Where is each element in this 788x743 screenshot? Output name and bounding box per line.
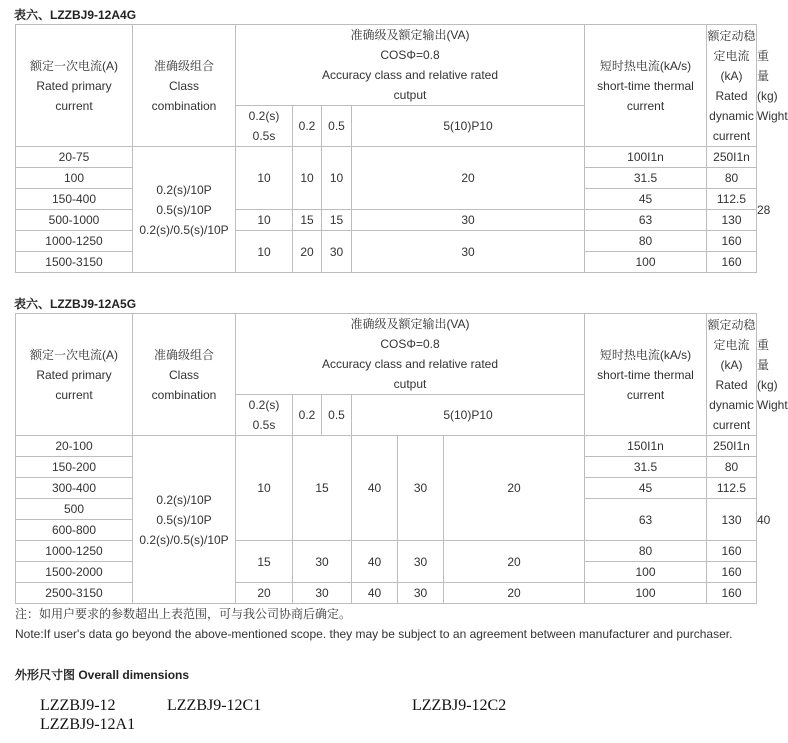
subheader-5p10: 5(10)P10 <box>352 395 585 436</box>
subheader-02: 0.2 <box>293 395 322 436</box>
header-primary-current: 额定一次电流(A) Rated primary current <box>16 314 133 436</box>
model-label: LZZBJ9-12C1 <box>167 697 262 714</box>
cell-current: 1000-1250 <box>16 541 133 562</box>
header-dynamic-current: 额定动稳定电流(kA) Rated dynamic current <box>707 25 757 147</box>
cell-current: 300-400 <box>16 478 133 499</box>
subheader-05: 0.5 <box>322 395 352 436</box>
cell-va: 10 <box>236 147 293 210</box>
cell-current: 600-800 <box>16 520 133 541</box>
header-class-combination: 准确级组合 Class combination <box>133 25 236 147</box>
cell-thermal: 31.5 <box>585 457 707 478</box>
model-label: LZZBJ9-12C2 <box>412 697 507 714</box>
cell-dynamic: 112.5 <box>707 189 757 210</box>
header-accuracy-output: 准确级及额定输出(VA) COSΦ=0.8 Accuracy class and relative rated cutput <box>236 25 585 106</box>
cell-dynamic: 250I1n <box>707 147 757 168</box>
cell-va: 20 <box>236 583 293 604</box>
cell-va: 15 <box>293 436 352 541</box>
cell-current: 1000-1250 <box>16 231 133 252</box>
cell-va: 20 <box>293 231 322 273</box>
cell-dynamic: 160 <box>707 583 757 604</box>
header-thermal-current: 短时热电流(kA/s) short-time thermal current <box>585 314 707 436</box>
cell-va: 30 <box>398 541 444 583</box>
cell-current: 20-75 <box>16 147 133 168</box>
cell-dynamic: 130 <box>707 499 757 541</box>
cell-current: 2500-3150 <box>16 583 133 604</box>
cell-va: 40 <box>352 583 398 604</box>
cell-dynamic: 80 <box>707 168 757 189</box>
note-chinese: 注：如用户要求的参数超出上表范围，可与我公司协商后确定。 <box>15 607 352 621</box>
cell-va: 30 <box>352 231 585 273</box>
cell-current: 150-200 <box>16 457 133 478</box>
cell-thermal: 45 <box>585 478 707 499</box>
subheader-05: 0.5 <box>322 106 352 147</box>
table1-title: 表六、LZZBJ9-12A4G <box>14 8 137 22</box>
header-accuracy-output: 准确级及额定输出(VA) COSΦ=0.8 Accuracy class and relative rated cutput <box>236 314 585 395</box>
cell-thermal: 100 <box>585 562 707 583</box>
cell-va: 20 <box>444 583 585 604</box>
dimensions-title: 外形尺寸图 Overall dimensions <box>15 668 190 682</box>
cell-dynamic: 80 <box>707 457 757 478</box>
cell-va: 40 <box>352 436 398 541</box>
cell-thermal: 80 <box>585 231 707 252</box>
cell-va: 20 <box>444 436 585 541</box>
cell-va: 10 <box>322 147 352 210</box>
cell-va: 20 <box>352 147 585 210</box>
cell-dynamic: 250I1n <box>707 436 757 457</box>
cell-thermal: 63 <box>585 210 707 231</box>
model-label: LZZBJ9-12 <box>40 697 116 714</box>
cell-va: 15 <box>236 541 293 583</box>
header-dynamic-current: 额定动稳定电流(kA) Rated dynamic current <box>707 314 757 436</box>
cell-va: 30 <box>398 583 444 604</box>
cell-va: 10 <box>236 210 293 231</box>
subheader-02: 0.2 <box>293 106 322 147</box>
cell-current: 500-1000 <box>16 210 133 231</box>
cell-va: 10 <box>293 147 322 210</box>
header-class-combination: 准确级组合 Class combination <box>133 314 236 436</box>
cell-current: 1500-2000 <box>16 562 133 583</box>
cell-dynamic: 160 <box>707 541 757 562</box>
cell-dynamic: 160 <box>707 252 757 273</box>
spec-table-a5g: 额定一次电流(A) Rated primary current 准确级组合 Class combination 准确级及额定输出(VA) COSΦ=0.8 Accuracy class and relative rated cutput 短时热电流(kA/s) short-time thermal current 额定动稳定电流(kA) Rated dynamic current 重量(kg) Wight 0.2(s) 0.5s 0.2 0.5 5(10)P10 20-100 0.2(s)/10P 0.5(s)/10P 0.2(s)/0.5(s)/10P 10 15 40 30 20 150I1n 250I1n 40 150-200 31.5 80 300-400 45 112.5 500 63 130 600-800 1000-1250 15 30 40 30 20 80 160 1500-2000 100 160 2500-3150 20 30 40 30 20 100 160 <box>15 313 757 604</box>
spec-table-a4g: 额定一次电流(A) Rated primary current 准确级组合 Class combination 准确级及额定输出(VA) COSΦ=0.8 Accuracy class and relative rated cutput 短时热电流(kA/s) short-time thermal current 额定动稳定电流(kA) Rated dynamic current 重量(kg) Wight 0.2(s) 0.5s 0.2 0.5 5(10)P10 20-75 0.2(s)/10P 0.5(s)/10P 0.2(s)/0.5(s)/10P 10 10 10 20 100I1n 250I1n 28 100 31.5 80 150-400 45 112.5 500-1000 10 15 15 30 63 130 1000-1250 10 20 30 30 80 160 1500-3150 100 160 <box>15 24 757 273</box>
model-label: LZZBJ9-12A1 <box>40 716 136 733</box>
subheader-5p10: 5(10)P10 <box>352 106 585 147</box>
cell-dynamic: 160 <box>707 231 757 252</box>
cell-current: 20-100 <box>16 436 133 457</box>
note-english: Note:If user's data go beyond the above-mentioned scope. they may be subject to an agreement between manufacturer and purchaser. <box>15 627 733 641</box>
cell-va: 30 <box>398 436 444 541</box>
cell-va: 10 <box>236 436 293 541</box>
cell-va: 30 <box>293 541 352 583</box>
cell-combination: 0.2(s)/10P 0.5(s)/10P 0.2(s)/0.5(s)/10P <box>133 436 236 604</box>
cell-va: 40 <box>352 541 398 583</box>
cell-thermal: 100 <box>585 583 707 604</box>
cell-current: 150-400 <box>16 189 133 210</box>
cell-va: 30 <box>293 583 352 604</box>
table2-title: 表六、LZZBJ9-12A5G <box>14 297 137 311</box>
cell-current: 1500-3150 <box>16 252 133 273</box>
cell-va: 10 <box>236 231 293 273</box>
cell-va: 15 <box>293 210 322 231</box>
cell-va: 20 <box>444 541 585 583</box>
header-primary-current: 额定一次电流(A) Rated primary current <box>16 25 133 147</box>
cell-dynamic: 130 <box>707 210 757 231</box>
cell-thermal: 100I1n <box>585 147 707 168</box>
cell-combination: 0.2(s)/10P 0.5(s)/10P 0.2(s)/0.5(s)/10P <box>133 147 236 273</box>
cell-va: 30 <box>352 210 585 231</box>
header-thermal-current: 短时热电流(kA/s) short-time thermal current <box>585 25 707 147</box>
cell-va: 30 <box>322 231 352 273</box>
cell-va: 15 <box>322 210 352 231</box>
cell-thermal: 63 <box>585 499 707 541</box>
cell-thermal: 31.5 <box>585 168 707 189</box>
cell-thermal: 150I1n <box>585 436 707 457</box>
cell-current: 100 <box>16 168 133 189</box>
cell-thermal: 100 <box>585 252 707 273</box>
subheader-02s: 0.2(s) 0.5s <box>236 106 293 147</box>
cell-thermal: 80 <box>585 541 707 562</box>
cell-dynamic: 160 <box>707 562 757 583</box>
cell-current: 500 <box>16 499 133 520</box>
cell-dynamic: 112.5 <box>707 478 757 499</box>
subheader-02s: 0.2(s) 0.5s <box>236 395 293 436</box>
cell-thermal: 45 <box>585 189 707 210</box>
